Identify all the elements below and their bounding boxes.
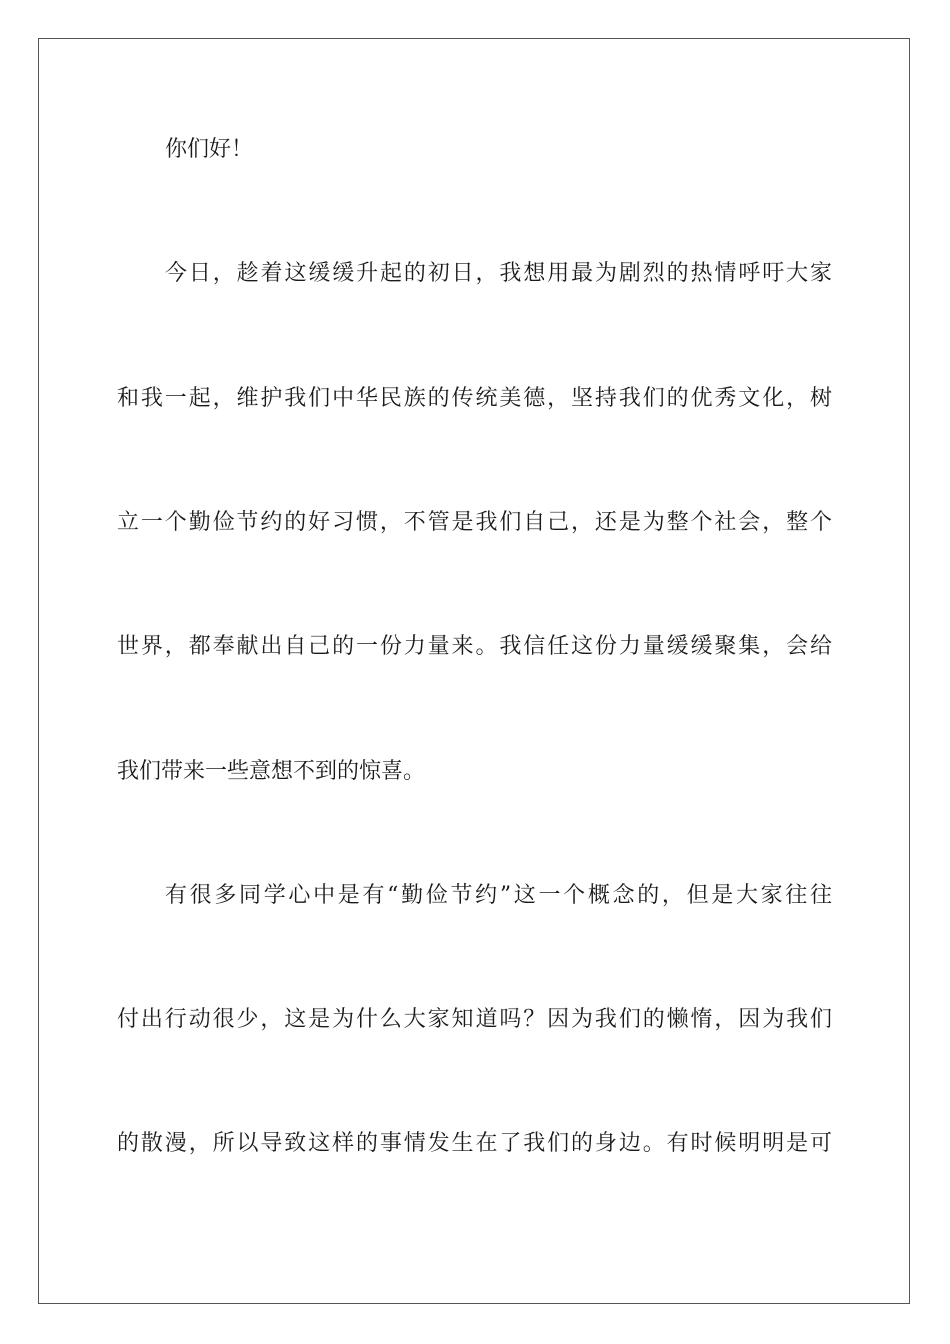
paragraph-1-line-3: 立一个勤俭节约的好习惯，不管是我们自己，还是为整个社会，整个 [117,510,832,535]
paragraph-2-line-1: 有很多同学心中是有“勤俭节约”这一个概念的，但是大家往往 [165,883,832,908]
paragraph-2-line-2: 付出行动很少，这是为什么大家知道吗？因为我们的懒惰，因为我们 [117,1007,832,1032]
paragraph-1-line-1: 今日，趁着这缓缓升起的初日，我想用最为剧烈的热情呼吁大家 [165,261,832,286]
greeting-line: 你们好！ [165,137,254,162]
paragraph-1-line-4: 世界，都奉献出自己的一份力量来。我信任这份力量缓缓聚集，会给 [117,634,832,659]
page-frame [38,38,910,1304]
paragraph-1-line-2: 和我一起，维护我们中华民族的传统美德，坚持我们的优秀文化，树 [117,386,832,411]
paragraph-2-line-3: 的散漫，所以导致这样的事情发生在了我们的身边。有时候明明是可 [117,1131,832,1156]
paragraph-1-line-5: 我们带来一些意想不到的惊喜。 [117,759,426,784]
